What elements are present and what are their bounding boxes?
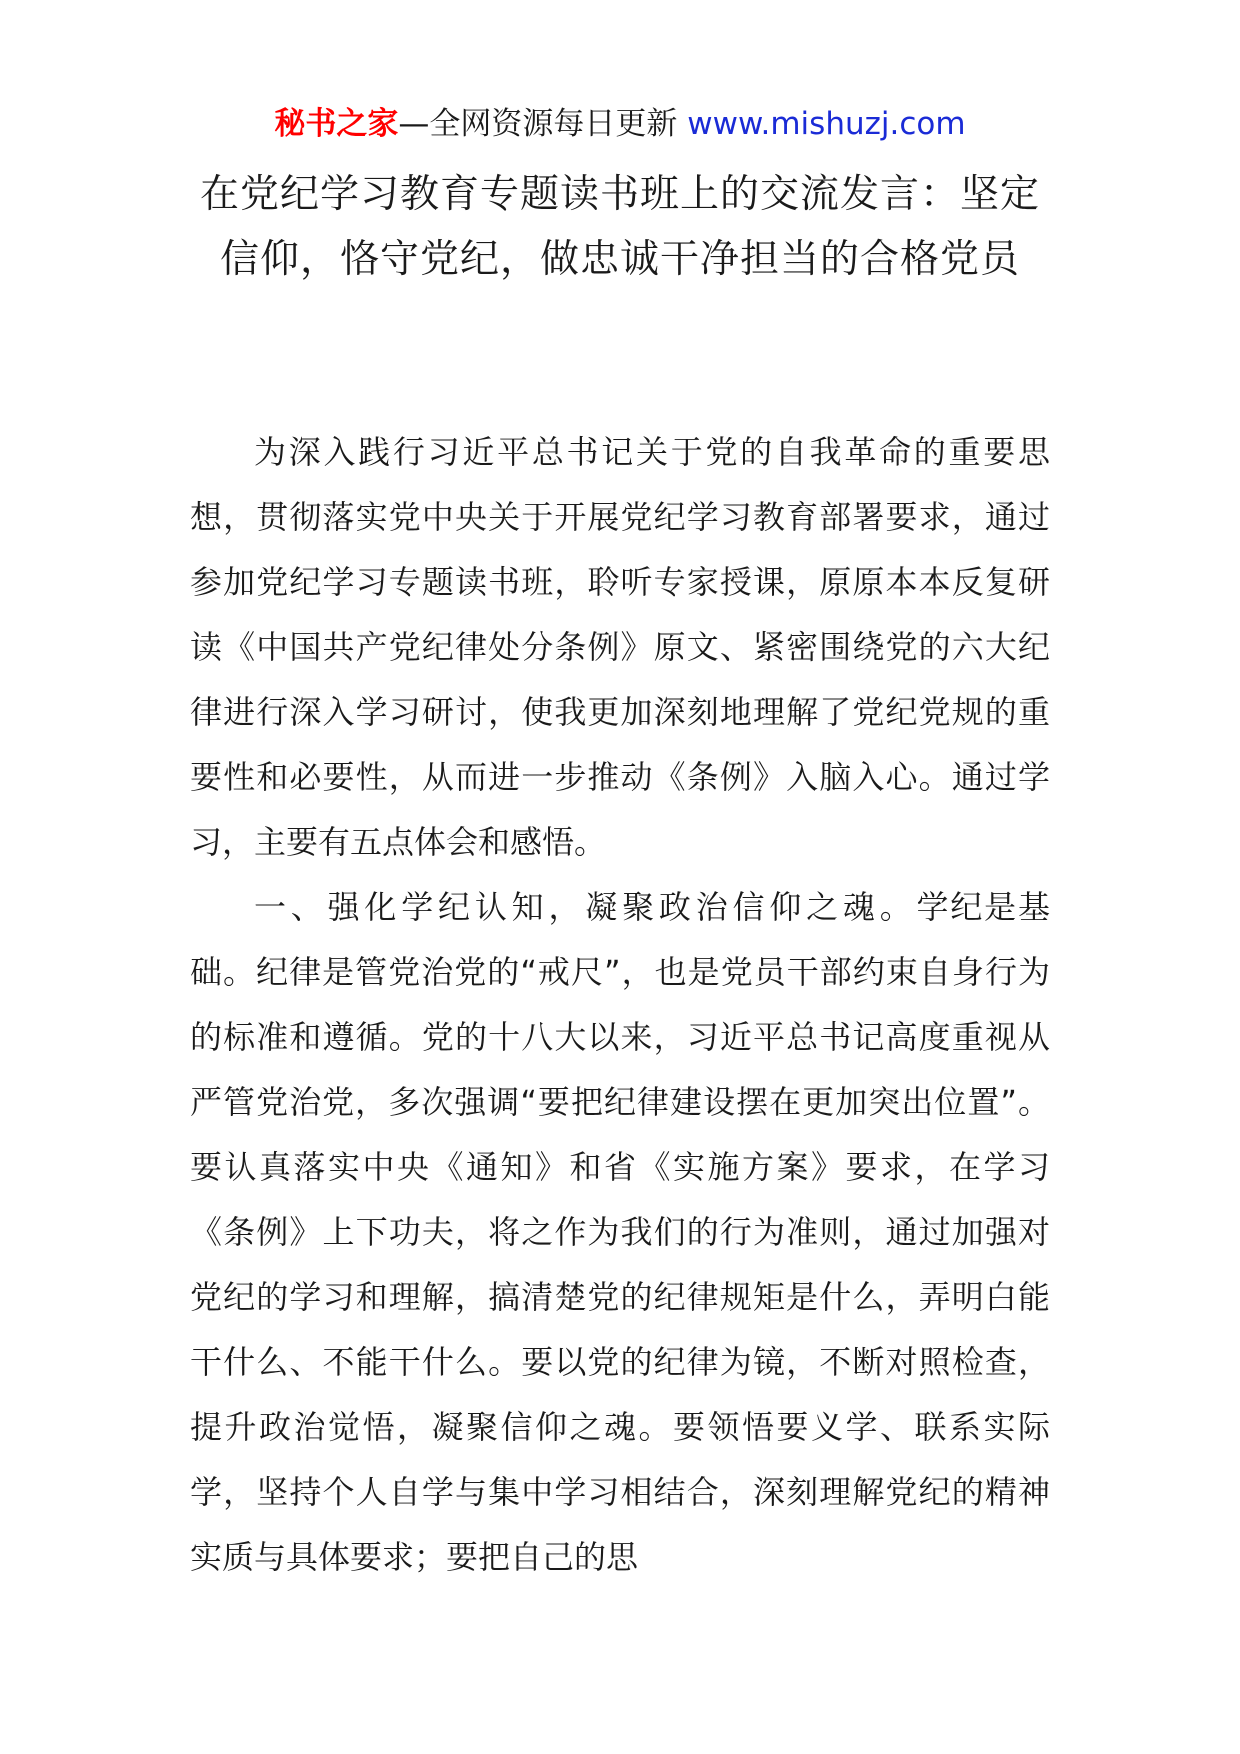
site-header bbox=[0, 102, 1240, 146]
paragraph-heading: 一、强化学纪认知，凝聚政治信仰之魂。 bbox=[254, 888, 917, 926]
document-body bbox=[190, 420, 1050, 1590]
paragraph-intro bbox=[190, 420, 1050, 875]
paragraph-text: 学纪是基础。纪律是管党治党的“戒尺”，也是党员干部约束自身行为的标准和遵循。党的十八大以来，习近平总书记高度重视从严管党治党，多次强调“要把纪律建设摆在更加突出位置”。要认真落实中央《通知》和省《实施方案》要求，在学习《条例》上下功夫，将之作为我们的行为准则，通过加强对党纪的学习和理解，搞清楚党的纪律规矩是什么，弄明白能干什么、不能干什么。要以党的纪律为镜，不断对照检查，提升政治觉悟，凝聚信仰之魂。要领悟要义学、联系实际学，坚持个人自学与集中学习相结合，深刻理解党纪的精神实质与具体要求；要把自己的思 bbox=[190, 888, 1050, 1576]
document-title: 在党纪学习教育专题读书班上的交流发言：坚定信仰，恪守党纪，做忠诚干净担当的合格党员 bbox=[199, 172, 1040, 282]
brand-name: 秘书之家 bbox=[274, 106, 399, 142]
paragraph-text: 为深入践行习近平总书记关于党的自我革命的重要思想，贯彻落实党中央关于开展党纪学习教育部署要求，通过参加党纪学习专题读书班，聆听专家授课，原原本本反复研读《中国共产党纪律处分条例》原文、紧密围绕党的六大纪律进行深入学习研讨，使我更加深刻地理解了党纪党规的重要性和必要性，从而进一步推动《条例》入脑入心。通过学习，主要有五点体会和感悟。 bbox=[190, 433, 1050, 861]
paragraph-point-one bbox=[190, 875, 1050, 1590]
site-url[interactable]: www.mishuzj.com bbox=[687, 106, 966, 142]
header-tagline: —全网资源每日更新 bbox=[398, 106, 688, 142]
